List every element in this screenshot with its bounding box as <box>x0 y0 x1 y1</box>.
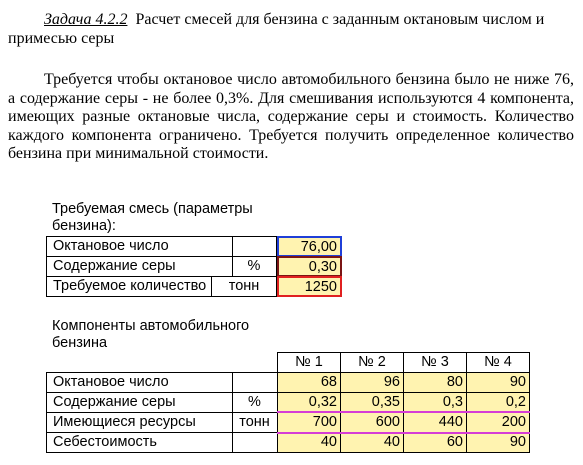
required-mix-caption-line2: бензина): <box>52 218 116 234</box>
required-value-quantity[interactable]: 1250 <box>277 276 342 297</box>
component-row-label-resources: Имеющиеся ресурсы <box>46 412 233 433</box>
required-label-quantity: Требуемое количество <box>46 276 212 297</box>
required-value-octane[interactable]: 76,00 <box>277 236 342 257</box>
task-description: Требуется чтобы октановое число автомобильного бензина было не ниже 76, а содержание серы - не более 0,3%. Для смешивания используются 4 компонента, имеющих разные октановые числа, содержание серы и стоимость. Количество каждого компонента ограничено. Требуется получить определенное количество бензина при минимальной стоимости. <box>8 71 574 162</box>
component-sulfur-2[interactable]: 0,35 <box>340 392 404 413</box>
required-unit-sulfur: % <box>232 256 277 277</box>
component-sulfur-3[interactable]: 0,3 <box>403 392 467 413</box>
component-octane-1[interactable]: 68 <box>277 372 341 393</box>
required-value-sulfur[interactable]: 0,30 <box>277 256 342 277</box>
component-header-4: № 4 <box>466 352 530 373</box>
resources-accent-top <box>277 411 530 413</box>
required-mix-caption <box>52 201 253 235</box>
task-number: Задача 4.2.2 <box>44 11 128 28</box>
components-caption-line1: Компоненты автомобильного <box>52 318 250 334</box>
components-caption <box>52 318 249 352</box>
components-caption-line2: бензина <box>52 335 108 351</box>
component-octane-2[interactable]: 96 <box>340 372 404 393</box>
component-row-label-octane: Октановое число <box>46 372 233 393</box>
component-row-label-cost: Себестоимость <box>46 432 233 453</box>
component-row-unit-octane <box>232 372 278 393</box>
task-title: Расчет смесей для бензина с заданным октановым числом и примесью серы <box>8 11 545 47</box>
component-sulfur-4[interactable]: 0,2 <box>466 392 530 413</box>
task-heading <box>8 10 573 48</box>
component-cost-1[interactable]: 40 <box>277 432 341 453</box>
component-row-unit-resources: тонн <box>232 412 278 433</box>
component-octane-3[interactable]: 80 <box>403 372 467 393</box>
resources-accent-bottom <box>277 432 530 434</box>
component-resources-1[interactable]: 700 <box>277 412 341 433</box>
component-header-2: № 2 <box>340 352 404 373</box>
component-sulfur-1[interactable]: 0,32 <box>277 392 341 413</box>
component-row-unit-cost <box>232 432 278 453</box>
component-header-3: № 3 <box>403 352 467 373</box>
component-row-unit-sulfur: % <box>232 392 278 413</box>
component-cost-4[interactable]: 90 <box>466 432 530 453</box>
required-unit-octane <box>232 236 277 257</box>
component-resources-2[interactable]: 600 <box>340 412 404 433</box>
component-resources-4[interactable]: 200 <box>466 412 530 433</box>
required-mix-caption-line1: Требуемая смесь (параметры <box>52 201 253 217</box>
component-cost-2[interactable]: 40 <box>340 432 404 453</box>
component-cost-3[interactable]: 60 <box>403 432 467 453</box>
component-resources-3[interactable]: 440 <box>403 412 467 433</box>
component-octane-4[interactable]: 90 <box>466 372 530 393</box>
required-label-octane: Октановое число <box>46 236 233 257</box>
required-label-sulfur: Содержание серы <box>46 256 233 277</box>
component-header-1: № 1 <box>277 352 341 373</box>
component-row-label-sulfur: Содержание серы <box>46 392 233 413</box>
required-unit-quantity: тонн <box>211 276 277 297</box>
